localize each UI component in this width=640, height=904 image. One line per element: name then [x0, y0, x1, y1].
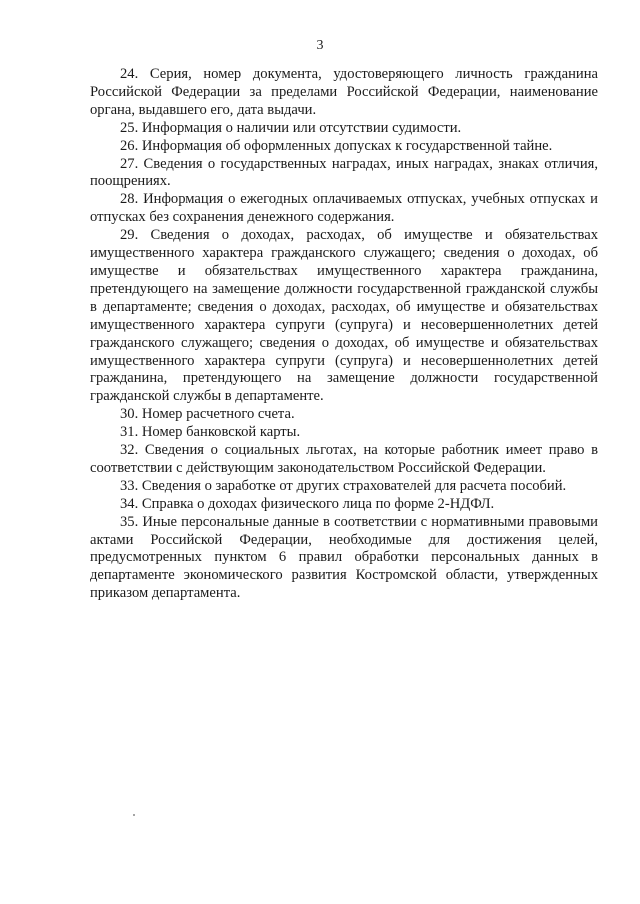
paragraph-item-35: 35. Иные персональные данные в соответствии с нормативными правовыми актами Российской Федерации, необходимые для достижения целей, предусмотренных пунктом 6 правил обработки персональных данных в департаменте экономического развития Костромской области, утвержденных приказом департамента.: [90, 513, 598, 602]
paragraph-item-29: 29. Сведения о доходах, расходах, об имуществе и обязательствах имущественного характера гражданского служащего; сведения о доходах, об имуществе и обязательствах имущественного характера гражданина, претендующего на замещение должности государственной гражданской службы в департаменте; сведения о доходах, расходах, об имуществе и обязательствах имущественного характера супруги (супруга) и несовершеннолетних детей гражданского служащего; сведения о доходах, об имуществе и обязательствах имущественного характера супруги (супруга) и несовершеннолетних детей гражданина, претендующего на замещение должности государственной гражданской службы в департаменте.: [90, 227, 598, 405]
paragraph-item-27: 27. Сведения о государственных наградах, иных наградах, знаках отличия, поощрениях.: [90, 155, 598, 190]
paragraph-item-32: 32. Сведения о социальных льготах, на которые работник имеет право в соответствии с действующим законодательством Российской Федерации.: [90, 442, 598, 476]
scan-speck: [133, 814, 135, 816]
paragraph-item-30: 30. Номер расчетного счета.: [120, 406, 295, 423]
page-number: 3: [316, 38, 324, 53]
paragraph-item-24: 24. Серия, номер документа, удостоверяющего личность гражданина Российской Федерации за пределами Российской Федерации, наименование органа, выдавшего его, дата выдачи.: [90, 66, 598, 118]
document-body: [90, 66, 598, 603]
paragraph-item-31: 31. Номер банковской карты.: [120, 424, 301, 441]
paragraph-item-34: 34. Справка о доходах физического лица по форме 2-НДФЛ.: [120, 495, 495, 512]
paragraph-item-26: 26. Информация об оформленных допусках к государственной тайне.: [120, 137, 553, 154]
paragraph-item-28: 28. Информация о ежегодных оплачиваемых отпусках, учебных отпусках и отпусках без сохранения денежного содержания.: [90, 191, 598, 226]
paragraph-item-33: 33. Сведения о заработке от других страхователей для расчета пособий.: [120, 477, 567, 494]
paragraph-item-25: 25. Информация о наличии или отсутствии судимости.: [120, 119, 462, 136]
